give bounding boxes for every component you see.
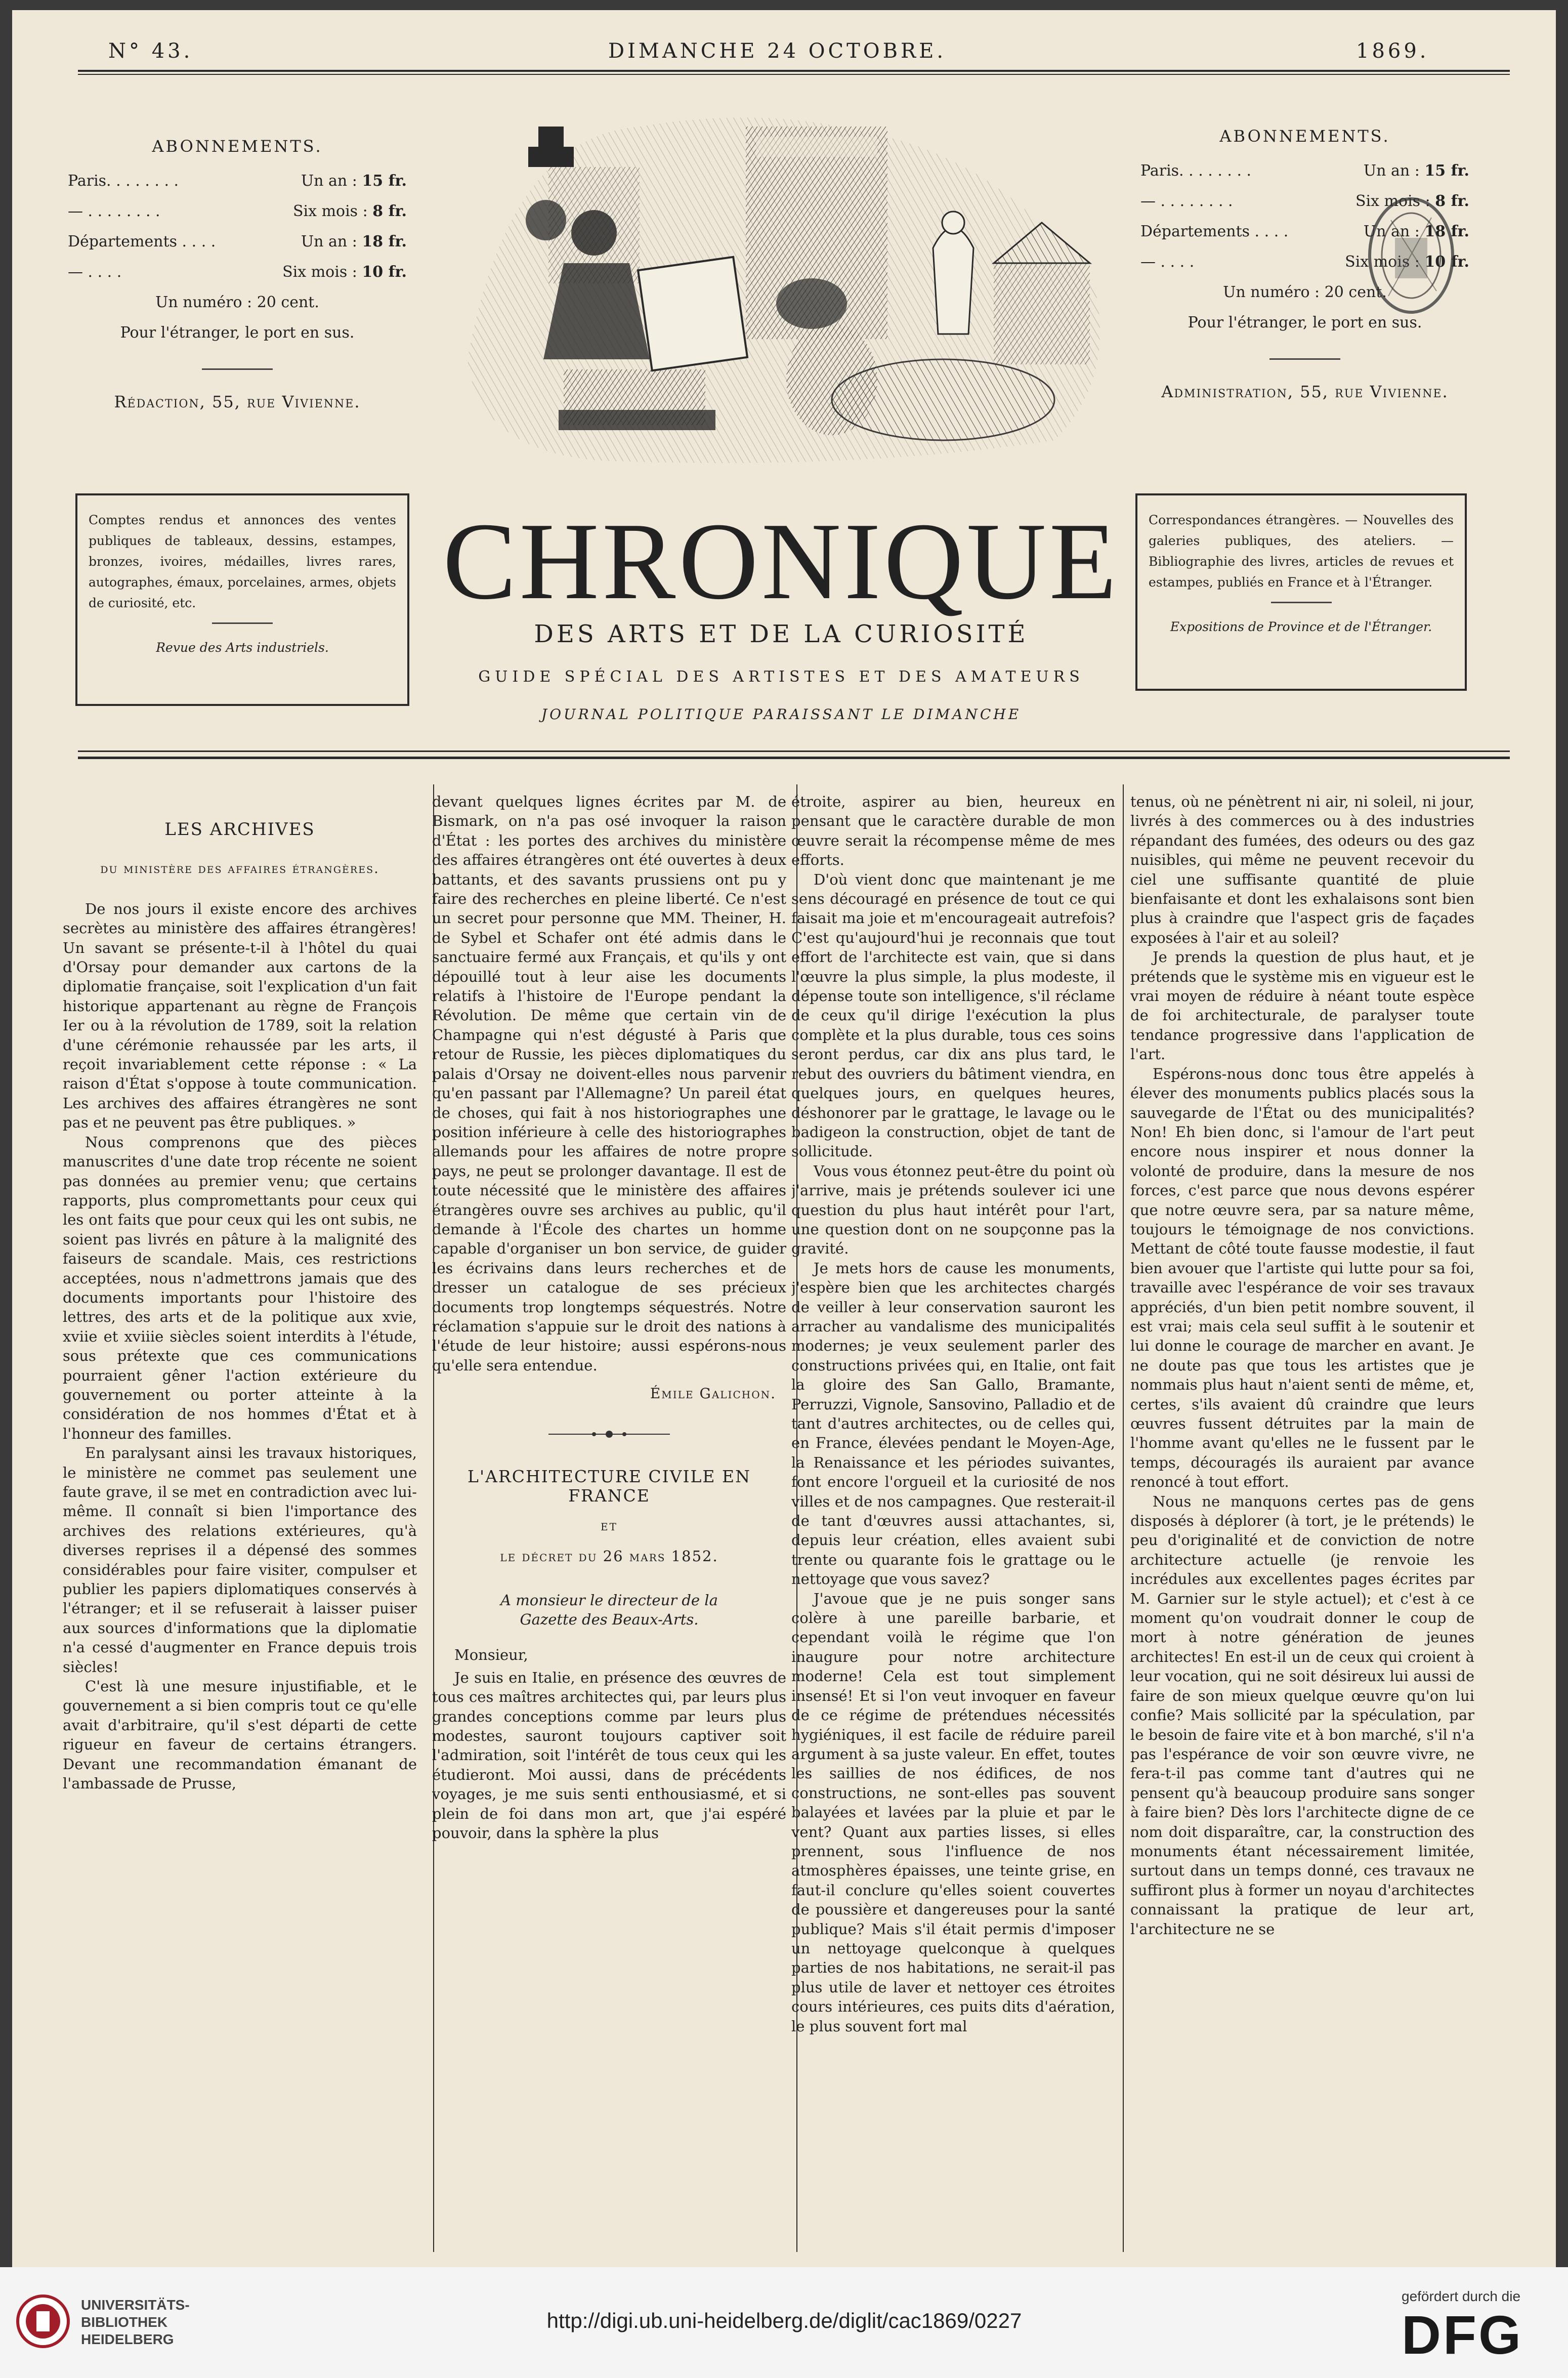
column-separator [1123,784,1124,2252]
letter-salutation: Monsieur, [454,1646,528,1664]
left-box-tag: Revue des Arts industriels. [156,640,329,655]
article-decree: le décret du 26 mars 1852. [500,1548,718,1565]
right-box-tag: Expositions de Province et de l'Étranger. [1170,619,1432,634]
column-1 [63,792,417,2260]
issue-year: 1869. [1356,39,1429,63]
paragraph: Je suis en Italie, en présence des œuvres de tous ces maîtres architectes qui, par leurs plus grandes conceptions comme par leurs plus modestes, sauront toujours captiver soit l'admiration, soit l'intérêt de tous ceux qui les étudieront. Moi aussi, dans de précédents voyages, je me suis senti enthousiasmé, et si plein de foi dans mon art, que j'ai espéré pouvoir, dans la sphère la plus [432,1668,786,1842]
article-signature: Émile Galichon. [650,1385,776,1402]
university-seal-icon [15,2293,71,2349]
right-announcement-box [1135,493,1467,691]
letter-addressee: A monsieur le directeur de la Gazette des Beaux-Arts. [500,1591,718,1629]
subscriptions-heading: ABONNEMENTS. [1219,127,1390,146]
single-issue-price: Un numéro : 20 cent. [1223,283,1387,301]
digitization-footer [0,2267,1568,2378]
paragraph: Je prends la question de plus haut, et je prétends que le système mis en vigueur est le vrai moyen de réduire à néant toute espèce de foi architecturale, de paralyser toute tendance progressive dans l'application de l'art. [1130,948,1474,1063]
funding-note: gefördert durch die [1402,2288,1521,2304]
masthead-illustration-icon [447,96,1125,481]
subscription-row: Départements . . . . Un an : 18 fr. [1140,223,1469,240]
issue-number: N° 43. [108,39,193,63]
foreign-postage: Pour l'étranger, le port en sus. [1188,314,1422,331]
subscription-row: — . . . . Six mois : 10 fr. [1140,253,1469,271]
newspaper-page [12,10,1556,2267]
article-title: L'ARCHITECTURE CIVILE EN FRANCE [468,1467,751,1506]
article-title: LES ARCHIVES [164,819,315,840]
subscription-row: Paris. . . . . . . . Un an : 15 fr. [1140,162,1469,180]
left-announcement-box [75,493,409,706]
right-box-text: Correspondances étrangères. — Nouvelles des galeries publiques, des ateliers. — Bibliographie des livres, articles de revues et estampes, publiés en France et à l'Étranger. [1149,513,1454,590]
left-box-text: Comptes rendus et annonces des ventes publiques de tableaux, dessins, estampes, bronzes, ivoires, médailles, livres rares, autographes, émaux, porcelaines, armes, objets de curiosité, etc. [89,513,396,610]
administration-address: Administration, 55, rue Vivienne. [1161,382,1449,401]
paragraph: De nos jours il existe encore des archives secrètes au ministère des affaires étrangères! Un savant se présente-t-il à l'hôtel du quai d'Orsay pour demander aux cartons de la diplomatie française, soit l'explication d'un fait historique appartenant au règne de François Ier ou à la révolution de 1789, soit la relation d'une cérémonie rehaussée par les arts, il reçoit invariablement cette réponse : « La raison d'État s'oppose à toute communication. Les archives des affaires étrangères ne sont pas et ne peuvent pas être publiques. » [63,900,417,1132]
paragraph: En paralysant ainsi les travaux historiques, le ministère ne commet pas seulement une faute grave, il se met en contradiction avec lui-même. Il connaît si bien l'importance des archives des relations extérieures, qu'à diverses reprises il a dépensé des sommes considérables pour faire visiter, compulser et publier les papiers diplomatiques conservés à l'étranger; et il se refuserait à laisser puiser aux sources d'informations que la diplomatie n'a cessé d'augmenter en France depuis trois siècles! [63,1444,417,1676]
subscription-row: — . . . . . . . . Six mois : 8 fr. [68,202,407,220]
newspaper-subtitle: DES ARTS ET DE LA CURIOSITÉ [534,620,1029,648]
column-4 [1130,792,1474,2260]
redaction-address: Rédaction, 55, rue Vivienne. [114,392,361,411]
article-subtitle: du ministère des affaires étrangères. [100,861,379,877]
subscription-row: Paris. . . . . . . . Un an : 15 fr. [68,172,407,190]
column-2 [432,792,786,2260]
institution-name: UNIVERSITÄTS- BIBLIOTHEK HEIDELBERG [81,2297,190,2347]
newspaper-guide: GUIDE SPÉCIAL DES ARTISTES ET DES AMATEURS [478,668,1084,686]
subscription-row: — . . . . . . . . Six mois : 8 fr. [1140,192,1469,210]
newspaper-title: CHRONIQUE [443,500,1120,622]
divider [202,368,273,370]
paragraph: Espérons-nous donc tous être appelés à élever des monuments publics placés sous la sauvegarde de l'État ou des municipalités? Non! Eh bien donc, si l'amour de l'art peut encore nous inspirer et nous donner la volonté de produire, dans la mesure de nos forces, c'est parce que nous devons espérer que notre œuvre sera, par sa nature même, toujours le témoignage de nos convictions. Mettant de côté toute fausse modestie, il faut bien avouer que l'artiste qui lutte pour sa foi, travaille avec l'espérance de voir ses travaux appréciés, d'un bien petit nombre souvent, il est vrai; mais cela seul suffit à le soutenir et lui donne le courage de marcher en avant. Je ne doute pas que tous les artistes que je nommais plus haut n'aient senti de même, et, certes, s'ils avaient dû craindre que leurs œuvres fussent détruites par la main de l'homme avant qu'elles ne le fussent par le temps, découragés ils auraient par avance renoncé à tout effort. [1130,1065,1474,1491]
divider [1269,358,1340,360]
subscription-row: Départements . . . . Un an : 18 fr. [68,233,407,251]
subscriptions-heading: ABONNEMENTS. [152,137,323,156]
paragraph: étroite, aspirer au bien, heureux en pensant que le caractère durable de mon œuvre serait la récompense même de mes efforts. [791,793,1115,869]
header-rule-thin [78,74,1510,75]
paragraph: Nous ne manquons certes pas de gens disposés à déplorer (à tort, je le prétends) le peu d'originalité et de conviction de notre architecture actuelle (je renvoie les incrédules aux excellentes pages écrites par M. Garnier sur le style actuel); et c'est à ce moment qu'on voudrait donner le coup de mort à notre génération de jeunes architectes! En est-il un de ceux qui croient à leur vocation, qui ne soit désireux lui aussi de faire de son mieux quelque œuvre qu'on lui confie? Mais sollicité par la spéculation, par le besoin de faire vite et à bon marché, s'il n'a pas l'espérance de voir son œuvre vivre, ne fera-t-il pas comme tant d'autres qui ne pensent qu'à beaucoup produire sans songer à faire bien? Dès lors l'architecte digne de ce nom doit disparaître, car, la construction des monuments étant nécessairement limitée, surtout dans un temps donné, ces travaux ne suffiront plus à former un noyau d'architectes connaissant la pratique de leur art, l'architecture ne se [1130,1492,1474,1938]
paragraph: tenus, où ne pénètrent ni air, ni soleil, ni jour, livrés à des commerces ou à des industries répandant des fumées, des odeurs ou des gaz nuisibles, qui même ne peuvent recevoir du ciel une suffisante quantité de pluie bienfaisante et dont les exhalaisons sont bien plus à craindre que l'aspect gris de façades exposées à l'air et au soleil? [1130,793,1474,946]
paragraph: Vous vous étonnez peut-être du point où j'arrive, mais je prétends soulever ici une question du plus haut intérêt pour l'art, une question dont on ne soupçonne pas la gravité. [791,1162,1115,1258]
paragraph: D'où vient donc que maintenant je me sens découragé en présence de tout ce qui faisait ma joie et m'encourageait autrefois? C'est qu'aujourd'hui je reconnais que tout effort de l'architecte est vain, que si dans l'œuvre la plus simple, la plus modeste, il dépense toute son intelligence, s'il réclame de ceux qu'il dirige l'exécution la plus complète et la plus durable, tous ces soins seront perdus, car dix ans plus tard, le rebut des ouvriers du bâtiment viendra, en quelques jours, en quelques heures, déshonorer par le grattage, le lavage ou le badigeon la construction, objet de tant de sollicitude. [791,870,1115,1160]
issue-date: DIMANCHE 24 OCTOBRE. [608,39,947,63]
permalink-url[interactable]: http://digi.ub.uni-heidelberg.de/diglit/cac1869/0227 [546,2309,1022,2332]
foreign-postage: Pour l'étranger, le port en sus. [120,324,355,342]
masthead-rule-thick [78,757,1510,759]
masthead-rule [78,750,1510,752]
newspaper-journal-line: JOURNAL POLITIQUE PARAISSANT LE DIMANCHE [541,706,1022,723]
subscriptions-left [68,137,407,411]
ornament-divider-icon [432,1424,786,1444]
header-rule [78,70,1510,72]
column-3 [791,792,1115,2260]
paragraph: devant quelques lignes écrites par M. de Bismark, on n'a pas osé invoquer la raison d'État : les portes des archives du ministère des affaires étrangères ont été ouvertes à deux battants, et des savants prussiens ont pu y faire des recherches en pleine liberté. Ce n'est un secret pour personne que MM. Theiner, H. de Sybel et Schafer ont été admis dans le sanctuaire fermé aux Français, et qu'ils y ont dépouillé tout à leur aise les documents relatifs à l'histoire de l'Europe pendant la Révolution. De même que certain vin de Champagne qui n'est dégusté à Paris que retour de Russie, les pièces diplomatiques du palais d'Orsay ne doivent-elles nous parvenir qu'en passant par l'Allemagne? Un pareil état de choses, qui fait à nos historiographes une position inférieure à celle des historiographes allemands pour les affaires de notre propre pays, ne peut se prolonger davantage. Il est de toute nécessité que le ministère des affaires étrangères ouvre ses archives au public, qu'il demande à l'École des chartes un homme capable d'organiser un bon service, de guider les écrivains dans leurs recherches et de dresser un catalogue de ses précieux documents trop longtemps séquestrés. Notre réclamation s'appuie sur le droit des nations à l'étude de leur histoire; aussi espérons-nous qu'elle sera entendue. [432,793,786,1374]
dfg-logo: DFG [1402,2304,1523,2365]
subscription-row: — . . . . Six mois : 10 fr. [68,263,407,281]
single-issue-price: Un numéro : 20 cent. [155,294,319,311]
paragraph: C'est là une mesure injustifiable, et le gouvernement a si bien compris tout ce qu'elle avait d'arbitraire, qu'il s'est départi de cette rigueur en faveur de certains étrangers. Devant une recommandation émanant de l'ambassade de Prusse, [63,1678,417,1792]
box-divider [1271,602,1332,603]
paragraph: Je mets hors de cause les monuments, j'espère bien que les architectes chargés de veiller à leur conservation sauront les arracher au vandalisme des municipalités modernes; je veux seulement parler des constructions privées qui, en Italie, ont fait la gloire des San Gallo, Bramante, Perruzzi, Vignole, Sansovino, Palladio et de tant d'autres architectes, ou de celles qui, en France, élevées pendant le Moyen-Age, la Renaissance et les périodes suivantes, font encore l'orgueil et la curiosité de nos villes et de nos campagnes. Que resterait-il de tant d'œuvres aussi attachantes, si, depuis leur création, elles avaient subi trente ou quarante fois le grattage ou le nettoyage que vous savez? [791,1259,1115,1588]
paragraph: Nous comprenons que des pièces manuscrites d'une date trop récente ne soient pas données au premier venu; que certains rapports, plus compromettants pour ceux qui les ont faits que pour ceux qui les ont subis, ne soient pas livrés en pâture à la malignité des faiseurs de scandale. Mais, ces restrictions acceptées, nous n'admettrons jamais que des documents importants pour l'histoire des lettres, des arts et de la politique aux xvie, xviie et xviiie siècles soient interdits à l'étude, sous prétexte que ces communications pourraient gêner l'action extérieure du gouvernement ou porter atteinte à la considération de nos hommes d'État et à l'honneur des familles. [63,1133,417,1442]
box-divider [212,622,273,624]
paragraph: J'avoue que je ne puis songer sans colère à une pareille barbarie, et cependant voilà le régime que l'on inaugure pour notre architecture moderne! Cela est tout simplement insensé! Et si l'on veut invoquer en faveur de ce régime de prétendues nécessités hygiéniques, il est facile de réduire pareil argument à sa juste valeur. En effet, toutes les saillies de nos édifices, de nos constructions, ne sont-elles pas souvent balayées et lavées par la pluie et par le vent? Quant aux parties lisses, si elles prennent, sous l'influence de nos atmosphères épaisses, une teinte grise, en faut-il conclure qu'elles soient couvertes de poussière et dangereuses pour la santé publique? Mais s'il était permis d'imposer un nettoyage quelconque à quelques parties de nos habitations, ne serait-il pas plus utile de laver et nettoyer ces étroites cours intérieures, ces puits dits d'aération, le plus souvent fort mal [791,1590,1115,2035]
postal-stamp-icon [1361,190,1462,321]
article-title-conjunction: ET [601,1520,618,1533]
